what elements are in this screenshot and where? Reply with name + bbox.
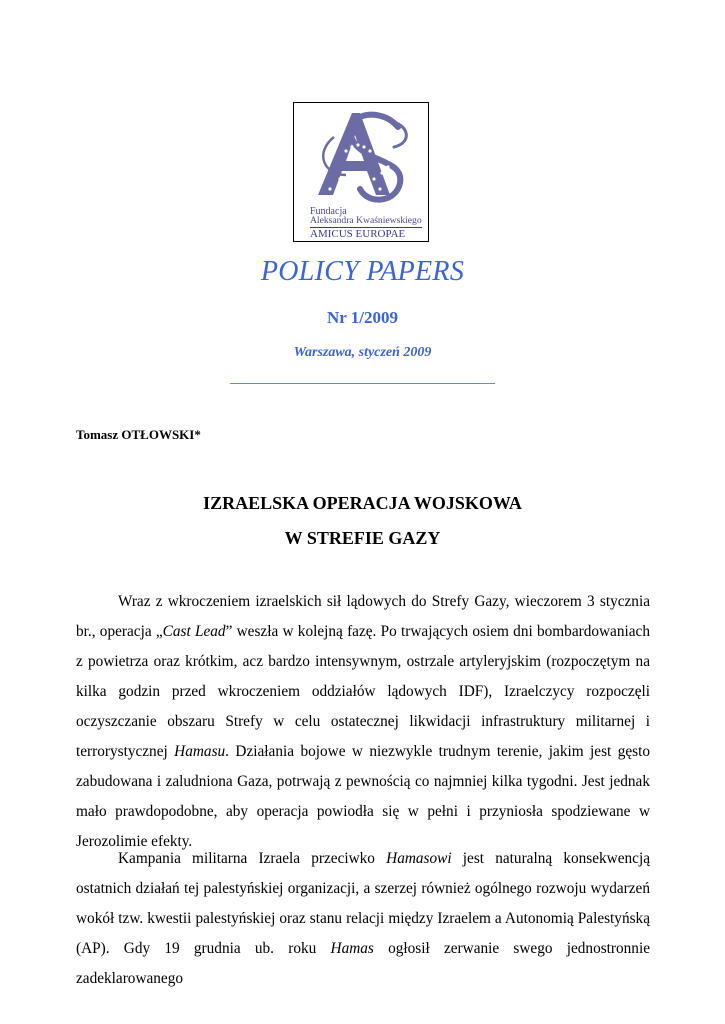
article-title-line-1: IZRAELSKA OPERACJA WOJSKOWA: [203, 493, 522, 513]
logo-founder-name: Aleksandra Kwaśniewskiego: [310, 215, 422, 226]
paragraph-2-text-2: jest naturalną konsekwencją ostatnich działań tej palestyńskiej organizacji, a szerzej również ogólnego rozwoju wydarzeń wokół tzw. kwestii palestyńskiej oraz stanu relacji między Izraelem a Autonomią Palestyńską (AP). Gdy 19 grudnia ub. roku: [76, 850, 650, 957]
header-divider: [230, 383, 495, 384]
paragraph-2-text-1: Kampania militarna Izraela przeciwko: [118, 850, 387, 867]
paragraph-2-text-3: ogłosił zerwanie swego jednostronnie zadeklarowanego: [76, 940, 650, 987]
body-paragraph-2: [76, 844, 650, 994]
article-title-line-2: W STREFIE GAZY: [284, 528, 441, 548]
foundation-logo: [293, 102, 429, 242]
place-date: Warszawa, styczeń 2009: [293, 345, 432, 360]
author-name: Tomasz OTŁOWSKI*: [76, 427, 201, 442]
paragraph-2-italic-1: Hamasowi: [386, 850, 452, 867]
issue-number: Nr 1/2009: [327, 308, 398, 327]
paragraph-1-text-1: Wraz z wkroczeniem izraelskich sił lądowych do Strefy Gazy, wieczorem 3 stycznia br., operacja „: [76, 593, 650, 640]
paragraph-1-italic-1: Cast Lead: [162, 623, 226, 640]
series-title: POLICY PAPERS: [260, 256, 465, 287]
logo-foundation-label: Fundacja: [310, 206, 347, 217]
paragraph-1-text-3: . Działania bojowe w niezwykle trudnym terenie, jakim jest gęsto zabudowana i zaludniona Gaza, potrwają z pewnością co najmniej kilka tygodni. Jest jednak mało prawdopodobne, aby operacja powiodła się w pełni i przyniosła spodziewane w Jerozolimie efekty.: [76, 743, 650, 850]
paragraph-1-italic-2: Hamasu: [174, 743, 226, 760]
paragraph-2-italic-2: Hamas: [330, 940, 374, 957]
paragraph-1-text-2: ” weszła w kolejną fazę. Po trwających osiem dni bombardowaniach z powietrza oraz krótkim, acz bardzo intensywnym, ostrzale artyleryjskim (rozpoczętym na kilka godzin przed wkroczeniem oddziałów lądowych IDF), Izraelczycy rozpoczęli oczyszczanie obszaru Strefy w celu ostatecznej likwidacji infrastruktury militarnej i terrorystycznej: [76, 623, 650, 760]
logo-organization-name: AMICUS EUROPAE: [310, 227, 422, 240]
body-paragraph-1: [76, 587, 650, 857]
